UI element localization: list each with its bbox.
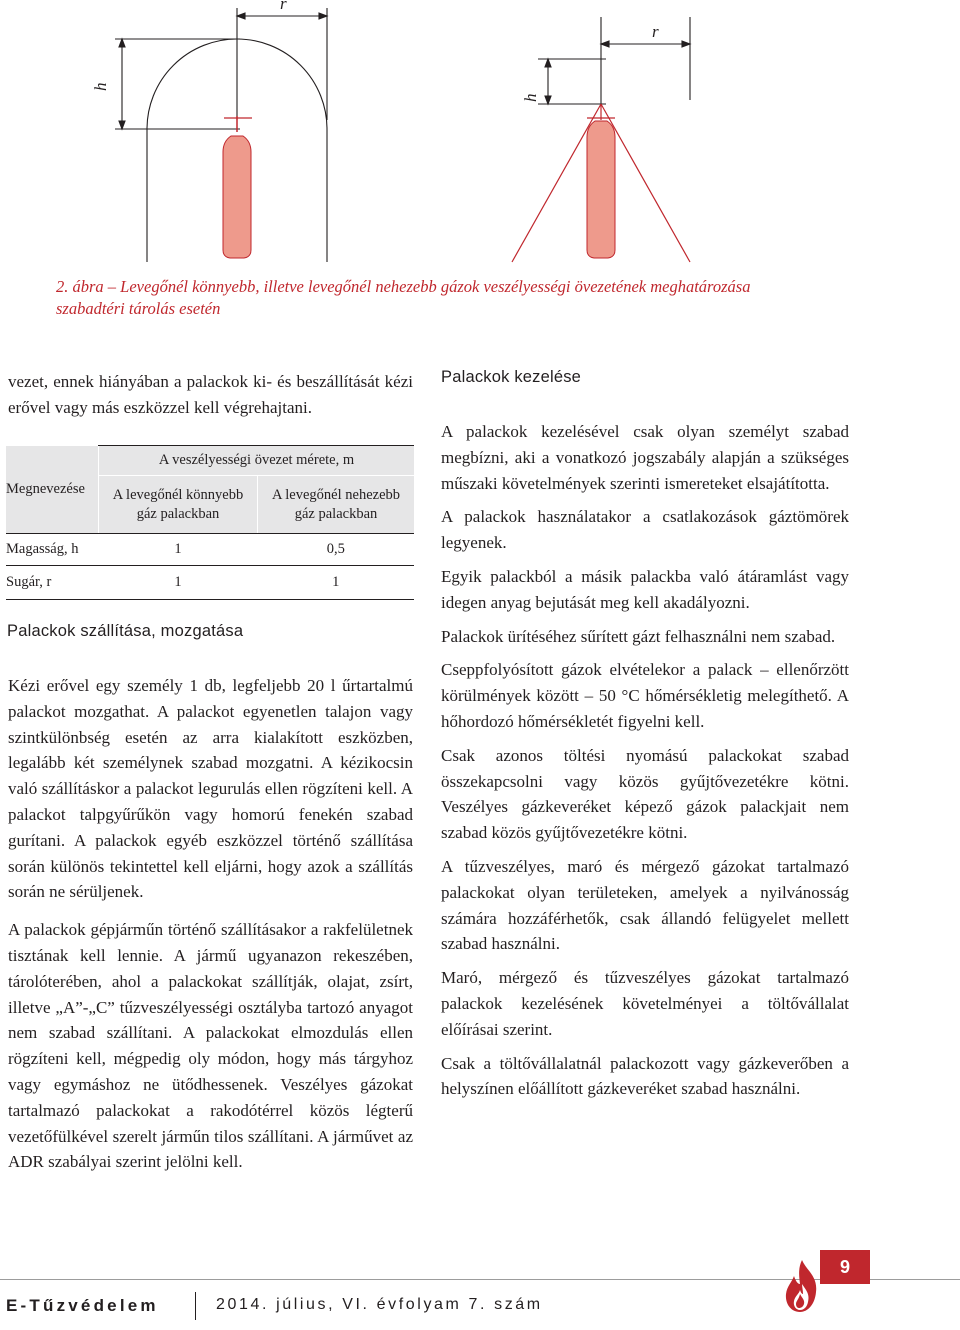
heavy-gas-diagram [538, 17, 690, 104]
footer-separator [195, 1292, 196, 1320]
table-cell-light: 1 [99, 534, 258, 566]
table-header-heavy-line-2: gáz palackban [294, 505, 378, 522]
label-r-right: r [652, 22, 659, 41]
table-header-group: A veszélyességi övezet mérete, m [99, 446, 415, 476]
table-row [6, 566, 414, 600]
hazard-zone-table [6, 445, 414, 600]
left-intro [8, 369, 413, 421]
cylinder-icon [587, 118, 615, 258]
paragraph: Csak azonos töltési nyomású palackokat szabad összekapcsolni vagy közös gyűjtővezetékre kötni. Veszélyes gázkeveréket képező gázok palackjait nem szabad közös gyűjtővezetékre kötni. [441, 745, 849, 843]
table-row [6, 534, 414, 566]
label-h-right: h [521, 93, 540, 102]
paragraph: Maró, mérgező és tűzveszélyes gázokat tartalmazó palackok kezelésének követelményei a töltővállalat előírásai szerint. [441, 968, 849, 1039]
page-number: 9 [839, 1257, 850, 1277]
paragraph: A tűzveszélyes, maró és mérgező gázokat tartalmazó palackokat olyan területeken, amelyek a nyilvánosság számára hozzáférhetők, csak állandó felügyelet mellett szabad használni. [441, 856, 849, 954]
flame-icon [780, 1258, 824, 1314]
table-header-light-line-2: gáz palackban [136, 505, 220, 522]
table-cell-name: Magasság, h [6, 534, 99, 566]
table-header-heavy [258, 476, 415, 534]
section-heading-transport: Palackok szállítása, mozgatása [7, 622, 244, 640]
paragraph: Palackok ürítéséhez sűrített gázt felhasználni nem szabad. [441, 626, 836, 646]
figure-caption [56, 276, 916, 320]
footer-issue: 2014. július, VI. évfolyam 7. szám [216, 1296, 543, 1313]
paragraph: A palackok használatakor a csatlakozások gáztömörek legyenek. [441, 507, 849, 553]
table-cell-heavy: 0,5 [258, 534, 415, 566]
cylinder-icon [223, 116, 252, 258]
section-heading-handling: Palackok kezelése [441, 368, 582, 386]
table-cell-light: 1 [99, 566, 258, 600]
paragraph: Cseppfolyósított gázok elvételekor a palack – ellenőrzött körülmények között – 50 °C hőmérsékletig melegíthető. A hőhordozó hőmérsékletét figyelni kell. [441, 660, 849, 731]
table-header-name: Megnevezése [6, 446, 99, 534]
paragraph: A palackok gépjárműn történő szállításakor a rakfelületnek tisztának kell lennie. A jármű ugyanazon rekeszében, tárolóterében, ahol a palackokat szállítják, olajat, zsírt, illetve „A”-„C” tűzveszélyességi osztályba tartozó anyagot nem szabad szállítani. A palackokat elmozdulás ellen rögzíteni kell, mégpedig oly módon, hogy más tárgyhoz vagy egymáshoz ne ütődhessenek. Veszélyes gázokat tartalmazó palackokat a rakodótérrel közös légterű vezetőfülkével szerelt járműn tilos szállítani. A járművet az ADR szabályai szerint jelölni kell. [8, 920, 413, 1172]
paragraph: Kézi erővel egy személy 1 db, legfeljebb 20 l űrtartalmú palackot mozgathat. A palackot egyenetlen talajon vagy szintkülönbség esetén az arra kialakított eszközben, legalább két személynek szabad mozgatni. A kézikocsin való szállításkor a palackot legurulás ellen rögzíteni kell. A palackot talpgyűrűkön vagy homorú fenekén szabad gurítani. A palackok egyéb eszközzel történő szállítása során különös tekintettel kell eljárni, hogy azok a szállítás során ne sérüljenek. [8, 676, 413, 902]
paragraph: A palackok kezelésével csak olyan személyt szabad megbízni, aki a vonatkozó jogszabály alapján a szükséges műszaki követelmények szerinti ismereteket elsajátította. [441, 422, 849, 493]
table-header-light [99, 476, 258, 534]
label-r-left: r [280, 0, 287, 13]
table-header-heavy-line-1: A levegőnél nehezebb [271, 486, 401, 503]
footer-brand: E-Tűzvédelem [6, 1296, 159, 1315]
paragraph: Csak a töltővállalatnál palackozott vagy gázkeverőben a helyszínen előállított gázkeveréket szabad használni. [441, 1053, 849, 1099]
table-cell-heavy: 1 [258, 566, 415, 600]
table-header-light-line-1: A levegőnél könnyebb [112, 486, 244, 503]
caption-line-2: szabadtéri tárolás esetén [56, 299, 221, 318]
right-body [441, 419, 849, 1110]
caption-line-1: 2. ábra – Levegőnél könnyebb, illetve levegőnél nehezebb gázok veszélyességi övezetének meghatározása [56, 277, 751, 296]
light-gas-diagram [115, 8, 327, 262]
paragraph: Egyik palackból a másik palackba való átáramlást vagy idegen anyag bejutását meg kell akadályozni. [441, 566, 849, 612]
table-cell-name: Sugár, r [6, 566, 99, 600]
left-intro-text: vezet, ennek hiányában a palackok ki- és beszállítását kézi erővel vagy más eszközzel kell végrehajtani. [8, 372, 413, 417]
hazard-zone-figure [0, 0, 960, 270]
left-body [8, 673, 413, 1187]
label-h-left: h [91, 82, 110, 91]
